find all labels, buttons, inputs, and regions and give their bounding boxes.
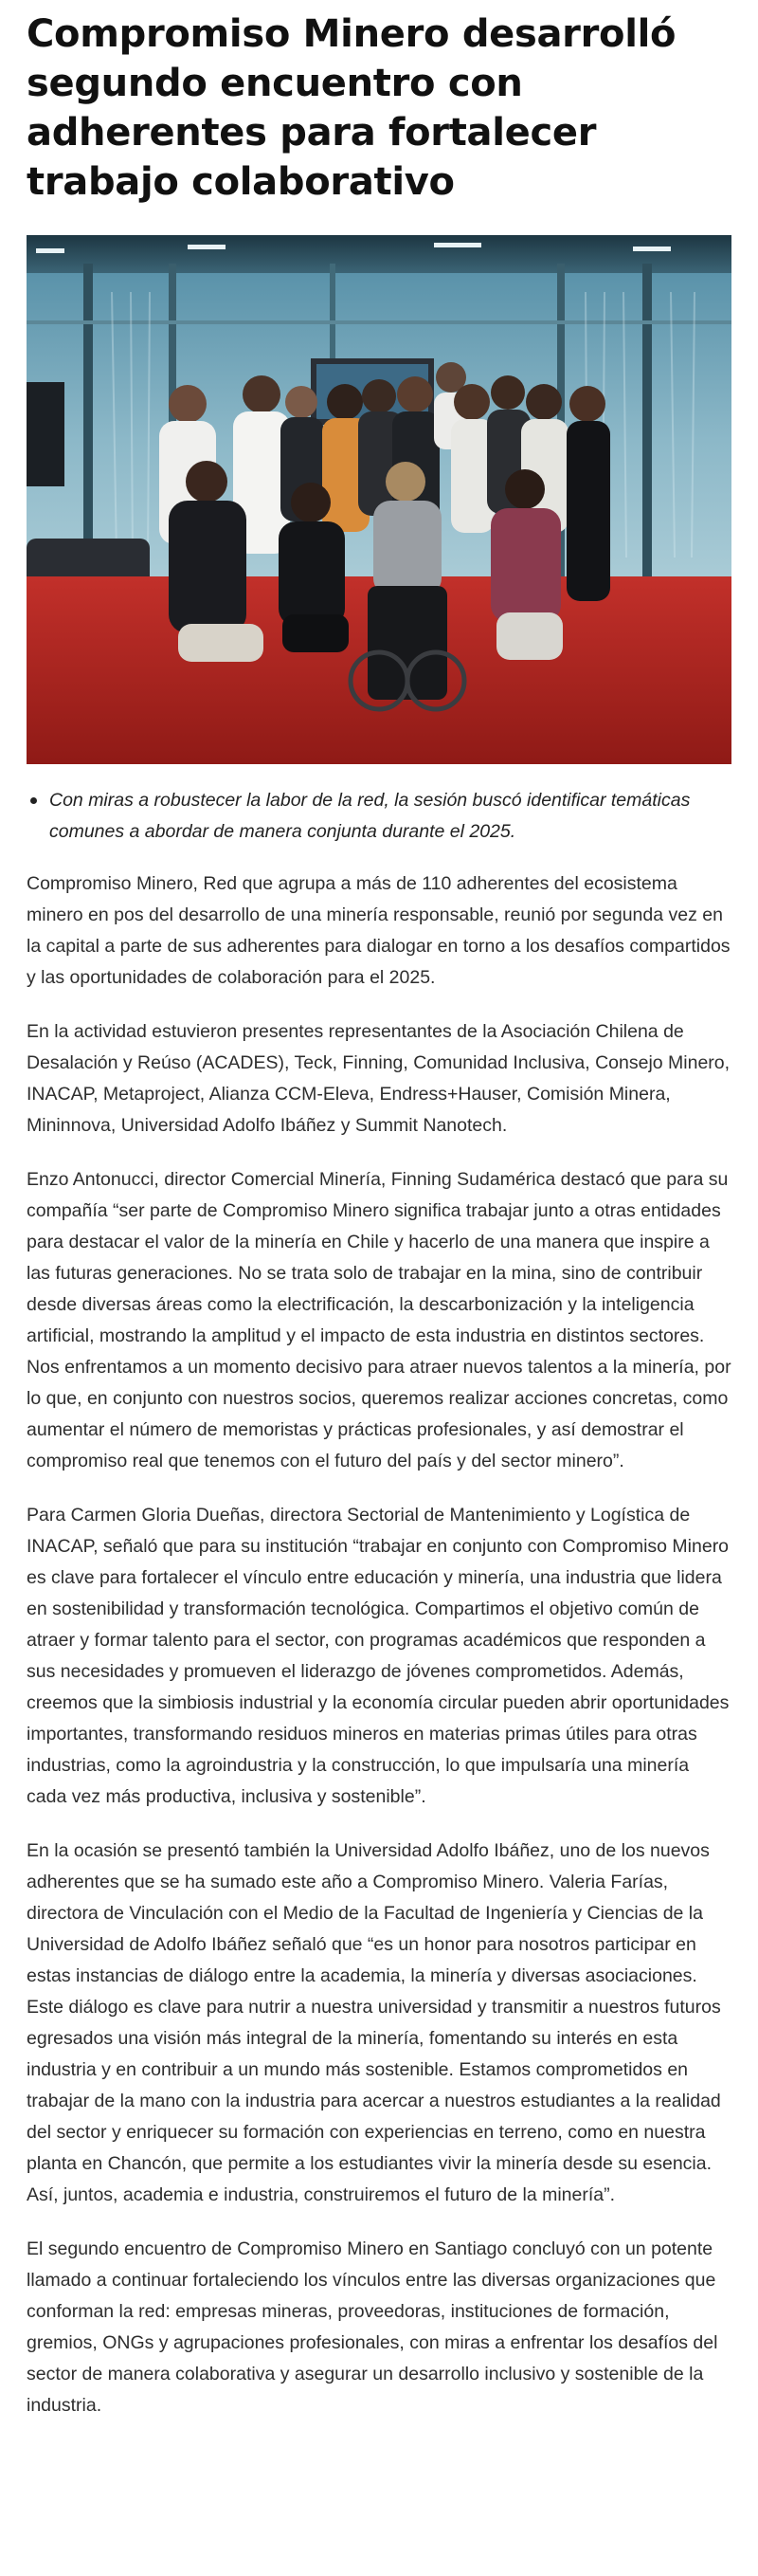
article-paragraph-1: Compromiso Minero, Red que agrupa a más de 110 adherentes del ecosistema minero en pos del desarrollo de una minería responsable, reunió por segunda vez en la capital a parte de sus adherentes para dialogar en torno a los desafíos compartidos y las oportunidades de colaboración para el 2025.	[27, 873, 731, 988]
article-paragraph-2: En la actividad estuvieron presentes representantes de la Asociación Chilena de Desalación y Reúso (ACADES), Teck, Finning, Comunidad Inclusiva, Consejo Minero, INACAP, Metaproject, Alianza CCM-Eleva, Endress+Hauser, Comisión Minera, Mininnova, Universidad Adolfo Ibáñez y Summit Nanotech.	[27, 1021, 731, 1136]
photo-caption-list	[27, 785, 731, 848]
article-paragraph-6: El segundo encuentro de Compromiso Minero en Santiago concluyó con un potente llamado a continuar fortaleciendo los vínculos entre las diversas organizaciones que conforman la red: empresas mineras, proveedoras, instituciones de formación, gremios, ONGs y agrupaciones profesionales, con miras a enfrentar los desafíos del sector de manera colaborativa y asegurar un desarrollo inclusivo y sostenible de la industria.	[27, 2238, 718, 2416]
article-paragraph-5: En la ocasión se presentó también la Universidad Adolfo Ibáñez, uno de los nuevos adherentes que se ha sumado este año a Compromiso Minero. Valeria Farías, directora de Vinculación con el Medio de la Facultad de Ingeniería y Ciencias de la Universidad de Adolfo Ibáñez señaló que “es un honor para nosotros participar en estas instancias de diálogo entre la academia, la minería y diversas asociaciones. Este diálogo es clave para nutrir a nuestra universidad y transmitir a nuestros futuros egresados una visión más integral de la minería, fomentando su interés en esta industria y en contribuir a un mundo más sostenible. Estamos comprometidos en trabajar de la mano con la industria para acercar a nuestros estudiantes a la realidad del sector y enriquecer su formación con experiencias en terreno, como en nuestra planta en Chancón, que permite a los estudiantes vivir la minería desde su esencia. Así, juntos, academia e industria, construiremos el futuro de la minería”.	[27, 1840, 721, 2205]
article-headline: Compromiso Minero desarrolló segundo encuentro con adherentes para fortalecer trabajo colaborativo	[27, 12, 677, 204]
article-paragraph-3: Enzo Antonucci, director Comercial Minería, Finning Sudamérica destacó que para su compañía “ser parte de Compromiso Minero significa trabajar junto a otras entidades para destacar el valor de la minería en Chile y hacerlo de una manera que inspire a las futuras generaciones. No se trata solo de trabajar en la mina, sino de contribuir desde diversas áreas como la electrificación, la descarbonización y la inteligencia artificial, mostrando la amplitud y el impacto de esta industria en distintos sectores. Nos enfrentamos a un momento decisivo para atraer nuevos talentos a la minería, por lo que, en conjunto con nuestros socios, queremos realizar acciones concretas, como aumentar el número de memoristas y prácticas profesionales, y así demostrar el compromiso real que tenemos con el futuro del país y del sector minero”.	[27, 1169, 731, 1471]
article	[27, 0, 731, 2421]
photo-caption-text: Con miras a robustecer la labor de la red, la sesión buscó identificar temáticas comunes a abordar de manera conjunta durante el 2025.	[49, 790, 691, 842]
photo-caption	[49, 785, 731, 848]
article-paragraph-4: Para Carmen Gloria Dueñas, directora Sectorial de Mantenimiento y Logística de INACAP, señaló que para su institución “trabajar en conjunto con Compromiso Minero es clave para fortalecer el vínculo entre educación y minería, una industria que lidera en sostenibilidad y transformación tecnológica. Compartimos el objetivo común de atraer y formar talento para el sector, con programas académicos que responden a sus necesidades y promueven el liderazgo de jóvenes comprometidos. Además, creemos que la simbiosis industrial y la economía circular pueden abrir oportunidades importantes, transformando residuos mineros en materias primas útiles para otras industrias, como la agroindustria y la construcción, lo que impulsaría una minería cada vez más productiva, inclusiva y sostenible”.	[27, 1505, 730, 1807]
bullet-icon	[30, 797, 37, 804]
group-photo	[27, 235, 731, 764]
